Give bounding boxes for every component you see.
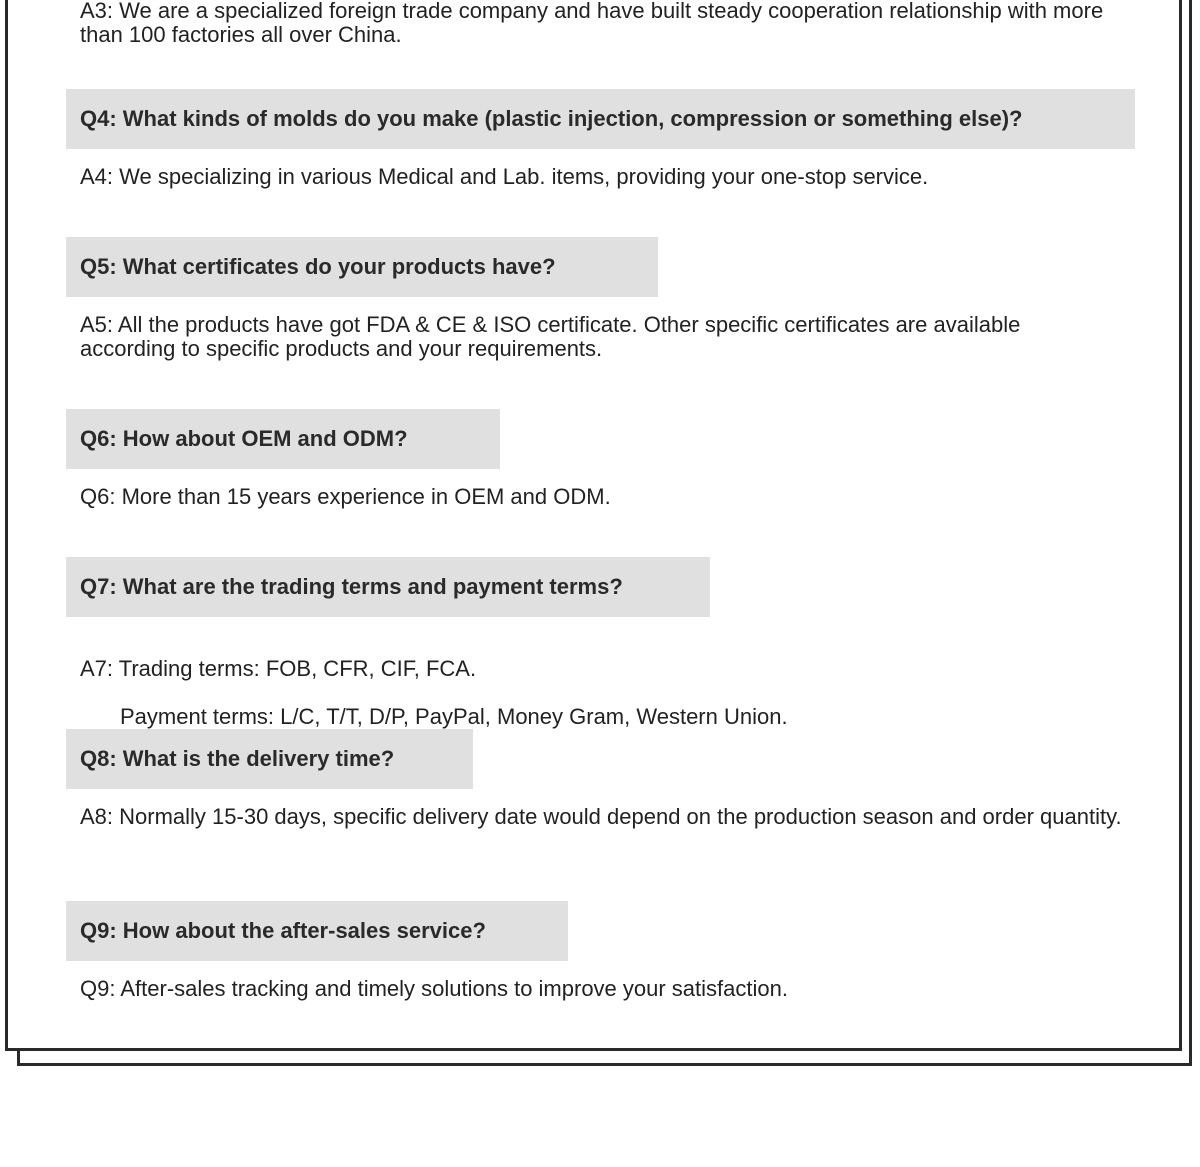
question-7: Q7: What are the trading terms and payment terms?: [66, 557, 710, 617]
question-6: Q6: How about OEM and ODM?: [66, 409, 500, 469]
faq-frame: [5, 0, 1182, 1051]
question-9: Q9: How about the after-sales service?: [66, 901, 568, 961]
answer-9: Q9: After-sales tracking and timely solutions to improve your satisfaction.: [80, 976, 788, 1001]
answer-3: A3: We are a specialized foreign trade company and have built steady cooperation relationship with more than 100 factories all over China.: [80, 0, 1104, 47]
answer-7-payment-terms: Payment terms: L/C, T/T, D/P, PayPal, Money Gram, Western Union.: [120, 704, 788, 729]
answer-6: Q6: More than 15 years experience in OEM and ODM.: [80, 484, 611, 509]
answer-7-trading-terms: A7: Trading terms: FOB, CFR, CIF, FCA.: [80, 656, 477, 681]
question-4: Q4: What kinds of molds do you make (plastic injection, compression or something else)?: [66, 89, 1135, 149]
question-8: Q8: What is the delivery time?: [66, 729, 473, 789]
question-5: Q5: What certificates do your products have?: [66, 237, 658, 297]
answer-4: A4: We specializing in various Medical and Lab. items, providing your one-stop service.: [80, 164, 929, 189]
answer-5: A5: All the products have got FDA & CE & ISO certificate. Other specific certificates are available according to specific products and your requirements.: [80, 312, 1021, 361]
answer-8: A8: Normally 15-30 days, specific delivery date would depend on the production season and order quantity.: [80, 804, 1122, 829]
